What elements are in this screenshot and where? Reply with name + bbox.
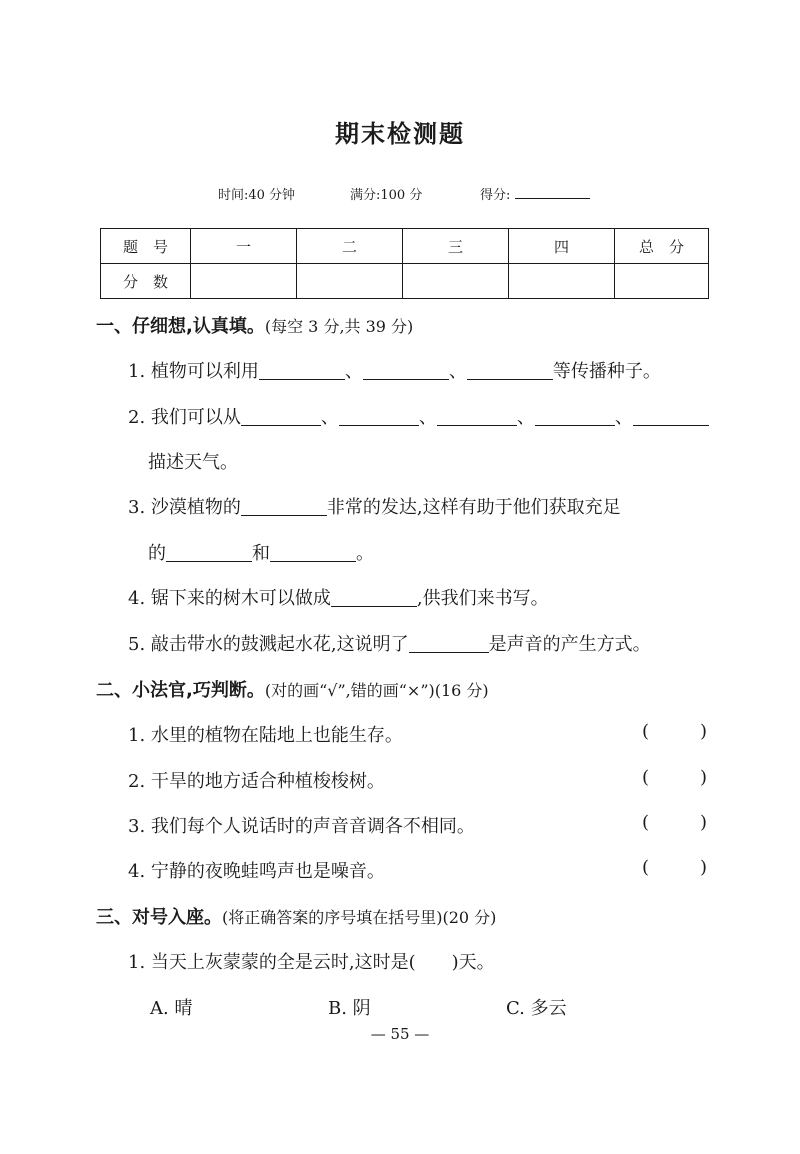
header-cell: 三 — [403, 229, 509, 264]
option-c[interactable]: C. 多云 — [506, 998, 567, 1019]
answer-blank[interactable] — [241, 497, 327, 516]
score-blank[interactable] — [515, 198, 590, 199]
score-table — [100, 228, 709, 299]
q-text: 等传播种子。 — [552, 361, 661, 382]
option-b[interactable]: B. 阴 — [328, 998, 371, 1019]
q-text: 是声音的产生方式。 — [488, 634, 651, 655]
header-cell: 总 分 — [615, 229, 709, 264]
answer-blank[interactable] — [633, 407, 709, 426]
q-text: 1. 植物可以利用 — [128, 361, 259, 382]
s2-item-2: 2. 干旱的地方适合种植梭梭树。 — [128, 771, 385, 792]
answer-paren-close[interactable]: ) — [700, 721, 708, 742]
section-2-heading — [96, 676, 489, 702]
separator: 、 — [320, 407, 339, 428]
separator: 、 — [448, 361, 467, 382]
section-3-note: (将正确答案的序号填在括号里)(20 分) — [222, 908, 497, 927]
q-text: 和 — [252, 543, 270, 564]
score-table-score-row — [101, 264, 709, 299]
separator: 、 — [418, 407, 437, 428]
s1-question-3 — [128, 493, 621, 519]
s2-item-3: 3. 我们每个人说话时的声音音调各不相同。 — [128, 816, 475, 837]
section-2-title: 二、小法官,巧判断。 — [96, 680, 265, 701]
section-3-title: 三、对号入座。 — [96, 907, 222, 928]
separator: 、 — [344, 361, 363, 382]
time-info: 时间:40 分钟 — [218, 188, 296, 203]
score-cell[interactable] — [509, 264, 615, 299]
row-label-cell: 分 数 — [101, 264, 191, 299]
full-score-info: 满分:100 分 — [350, 188, 423, 203]
score-cell[interactable] — [615, 264, 709, 299]
answer-blank[interactable] — [259, 361, 345, 380]
answer-paren-open[interactable]: ( — [642, 812, 650, 833]
s1-question-5 — [128, 630, 651, 656]
header-cell: 一 — [191, 229, 297, 264]
answer-blank[interactable] — [409, 634, 489, 653]
header-cell: 题 号 — [101, 229, 191, 264]
header-cell: 四 — [509, 229, 615, 264]
answer-paren-close[interactable]: ) — [700, 767, 708, 788]
s1-question-4 — [128, 584, 549, 610]
answer-paren-close[interactable]: ) — [700, 812, 708, 833]
answer-blank[interactable] — [241, 407, 321, 426]
s1-question-3-cont — [148, 539, 374, 565]
page-number: — 55 — — [370, 1025, 430, 1043]
answer-blank[interactable] — [339, 407, 419, 426]
score-cell[interactable] — [191, 264, 297, 299]
s3-question-1: 1. 当天上灰蒙蒙的全是云时,这时是( )天。 — [128, 952, 495, 973]
score-label: 得分: — [480, 188, 511, 203]
page-title: 期末检测题 — [335, 120, 465, 148]
section-1-note: (每空 3 分,共 39 分) — [264, 317, 414, 336]
answer-paren-open[interactable]: ( — [642, 767, 650, 788]
s2-item-1: 1. 水里的植物在陆地上也能生存。 — [128, 725, 403, 746]
section-3-heading — [96, 903, 496, 929]
q-text: 3. 沙漠植物的 — [128, 497, 241, 518]
section-2-note: (对的画“√”,错的画“×”)(16 分) — [264, 681, 489, 700]
separator: 、 — [516, 407, 535, 428]
answer-blank[interactable] — [363, 361, 449, 380]
section-1-title: 一、仔细想,认真填。 — [96, 316, 265, 337]
option-a[interactable]: A. 晴 — [150, 998, 193, 1019]
s1-question-2-cont: 描述天气。 — [148, 452, 238, 473]
answer-blank[interactable] — [166, 543, 252, 562]
score-cell[interactable] — [297, 264, 403, 299]
s1-question-2 — [128, 403, 709, 429]
answer-blank[interactable] — [331, 588, 417, 607]
section-1-heading — [96, 312, 413, 338]
answer-blank[interactable] — [535, 407, 615, 426]
q-text: 5. 敲击带水的鼓溅起水花,这说明了 — [128, 634, 409, 655]
answer-paren-close[interactable]: ) — [700, 857, 708, 878]
s1-question-1 — [128, 357, 661, 383]
score-cell[interactable] — [403, 264, 509, 299]
score-table-header-row — [101, 229, 709, 264]
q-text: 2. 我们可以从 — [128, 407, 241, 428]
q-text: 的 — [148, 543, 166, 564]
answer-blank[interactable] — [270, 543, 356, 562]
answer-blank[interactable] — [437, 407, 517, 426]
q-text: ,供我们来书写。 — [416, 588, 549, 609]
header-cell: 二 — [297, 229, 403, 264]
answer-paren-open[interactable]: ( — [642, 857, 650, 878]
q-text: 非常的发达,这样有助于他们获取充足 — [326, 497, 621, 518]
q-text: 4. 锯下来的树木可以做成 — [128, 588, 331, 609]
answer-blank[interactable] — [467, 361, 553, 380]
s2-item-4: 4. 宁静的夜晚蛙鸣声也是噪音。 — [128, 861, 385, 882]
separator: 、 — [614, 407, 633, 428]
q-text: 。 — [356, 543, 374, 564]
answer-paren-open[interactable]: ( — [642, 721, 650, 742]
